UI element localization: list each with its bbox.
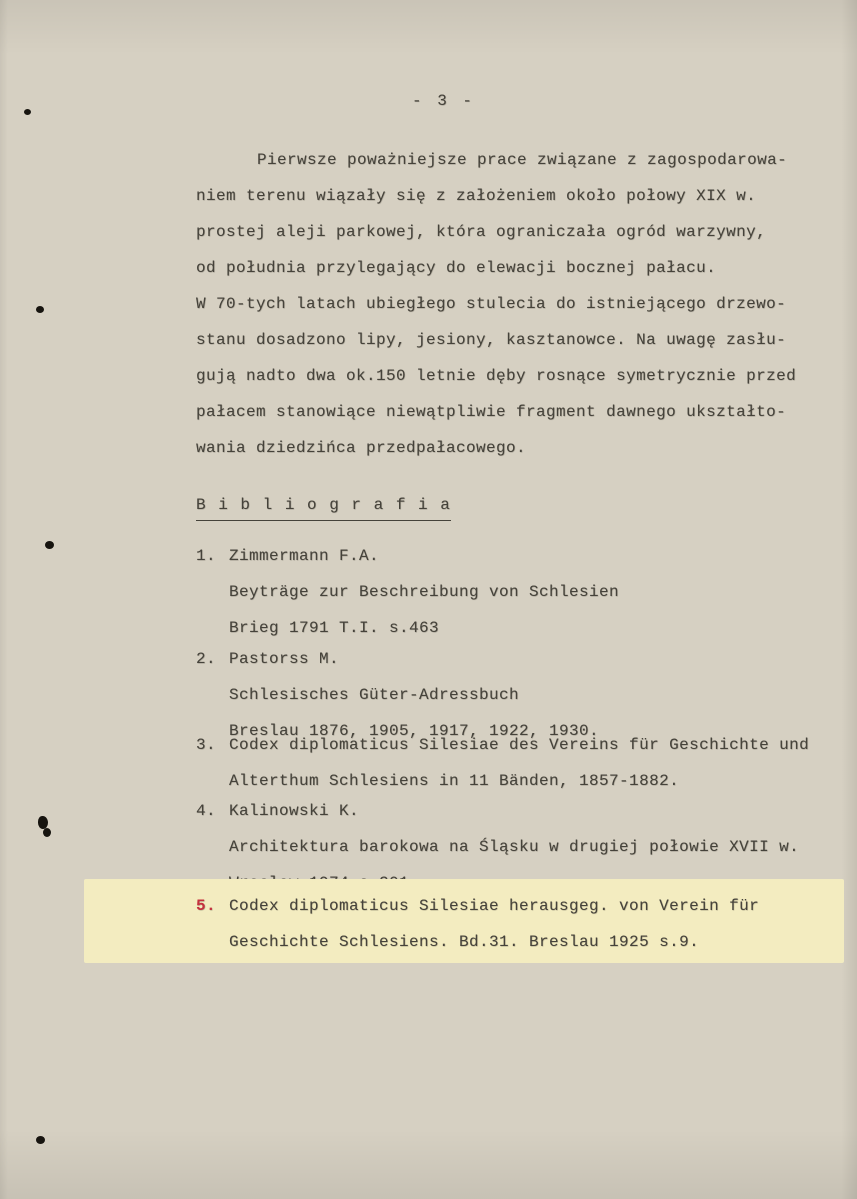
paragraph-line: W 70-tych latach ubiegłego stulecia do istniejącego drzewo- [196, 295, 787, 313]
entry-line: Architektura barokowa na Śląsku w drugiej połowie XVII w. [229, 838, 800, 856]
bibliography-entry [196, 727, 809, 799]
entry-number: 5. [196, 897, 217, 915]
paragraph-line: gują nadto dwa ok.150 letnie dęby rosnące symetrycznie przed [196, 367, 797, 385]
bibliography-entry [196, 538, 619, 646]
entry-line: Pastorss M. [229, 650, 340, 668]
ink-speck [36, 306, 44, 313]
entry-line: Codex diplomaticus Silesiae herausgeg. von Verein für [229, 897, 760, 915]
entry-number: 3. [196, 736, 217, 754]
entry-text [229, 727, 809, 799]
ink-speck [45, 541, 54, 549]
entry-line: Codex diplomaticus Silesiae des Vereins für Geschichte und [229, 736, 810, 754]
body-paragraph [196, 142, 796, 466]
entry-text [229, 888, 759, 960]
ink-speck [24, 109, 31, 115]
entry-line: Breslau 1876, 1905, 1917, 1922, 1930. [229, 722, 600, 740]
page-number: - 3 - [412, 92, 476, 110]
entry-line: Kalinowski K. [229, 802, 360, 820]
entry-line: Schlesisches Güter-Adressbuch [229, 686, 520, 704]
entry-line: Brieg 1791 T.I. s.463 [229, 619, 440, 637]
entry-line: Alterthum Schlesiens in 11 Bänden, 1857-1882. [229, 772, 680, 790]
entry-number: 4. [196, 802, 217, 820]
paragraph-line: pałacem stanowiące niewątpliwie fragment dawnego ukształto- [196, 403, 787, 421]
bibliography-heading: B i b l i o g r a f i a [196, 496, 451, 521]
entry-text [229, 538, 619, 646]
entry-number: 1. [196, 547, 217, 565]
paragraph-line: Pierwsze poważniejsze prace związane z zagospodarowa- [257, 151, 788, 169]
ink-speck [36, 1136, 45, 1144]
entry-line: Geschichte Schlesiens. Bd.31. Breslau 1925 s.9. [229, 933, 700, 951]
paragraph-line: niem terenu wiązały się z założeniem około połowy XIX w. [196, 187, 757, 205]
ink-speck [43, 828, 51, 837]
bibliography-entry [196, 888, 759, 960]
paragraph-line: stanu dosadzono lipy, jesiony, kasztanowce. Na uwagę zasłu- [196, 331, 787, 349]
entry-line: Wrocław 1974 s.201. [229, 874, 420, 892]
paragraph-line: wania dziedzińca przedpałacowego. [196, 439, 527, 457]
entry-line: Beyträge zur Beschreibung von Schlesien [229, 583, 620, 601]
entry-line: Zimmermann F.A. [229, 547, 380, 565]
entry-number: 2. [196, 650, 217, 668]
paragraph-line: od południa przylegający do elewacji bocznej pałacu. [196, 259, 717, 277]
paragraph-line: prostej aleji parkowej, która ograniczała ogród warzywny, [196, 223, 767, 241]
